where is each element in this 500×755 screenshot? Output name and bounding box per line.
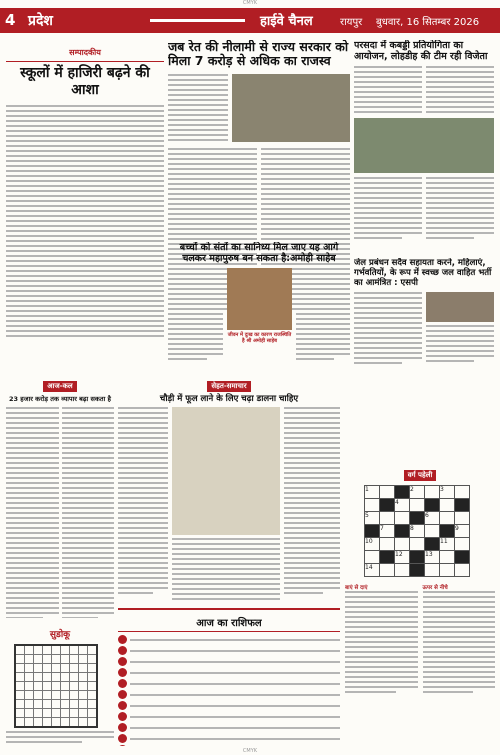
page-header <box>0 8 500 33</box>
editorial-body <box>6 105 164 340</box>
jail-story <box>354 258 494 370</box>
trade-label: आज-कल <box>43 381 76 392</box>
crossword-grid: 1 2 3 4 5 6 7 8 9 10 11 12 13 14 <box>364 485 476 577</box>
edition-date: बुधवार, 16 सितम्बर 2026 <box>376 17 480 28</box>
sudoku-grid <box>14 644 106 728</box>
kabaddi-headline: परसदा में कबड्डी प्रतियोगिता का आयोजन, लोहडीह की टीम रही विजेता <box>354 40 488 62</box>
section-name: प्रदेश <box>28 13 53 29</box>
crossword-title: वर्ग पहेली <box>404 470 437 481</box>
newspaper-brand: हाईवे चैनल <box>260 14 313 29</box>
zodiac-icon <box>118 679 127 688</box>
crossword-across-label: बाएं से दाएं <box>345 585 368 591</box>
zodiac-icon <box>118 723 127 732</box>
trade-column <box>6 373 114 618</box>
health-label: सेहत-समाचार <box>207 381 250 392</box>
editorial-headline: स्कूलों में हाजिरी बढ़ने की आशा <box>20 65 150 98</box>
editorial-label: सम्पादकीय <box>69 48 101 57</box>
kabaddi-photo <box>354 118 494 173</box>
zodiac-icon <box>118 690 127 699</box>
zodiac-icon <box>118 657 127 666</box>
lead-body-left <box>168 74 228 144</box>
header-divider <box>150 19 245 22</box>
zodiac-icon <box>118 668 127 677</box>
lead-photo-excavator <box>232 74 350 142</box>
page-number: 4 <box>5 11 16 29</box>
editorial-column <box>6 40 164 340</box>
zodiac-icon <box>118 635 127 644</box>
sudoku-title: सुडोकू <box>49 630 71 640</box>
health-headline: चौड़ी में फूल लाने के लिए चढ़ा डालना चाहिए <box>159 394 299 404</box>
zodiac-icon <box>118 712 127 721</box>
health-column <box>118 373 340 603</box>
sudoku-box <box>6 622 114 744</box>
saint-photo <box>227 268 292 330</box>
jail-headline: जेल प्रबंधन सदैव सहायता करने, महिलाएं, गर्भवतियों, के रूप में स्वच्छ जल वाहित भर्ती का आमंत्रित : एसपी <box>354 258 492 288</box>
color-marks-bottom: CMYK <box>242 748 258 754</box>
zodiac-icon <box>118 701 127 710</box>
edition-city: रायपुर <box>340 17 363 28</box>
saint-headline: बच्चों को संतों का सानिध्य मिल जाए यह आगे चलकर महापुरुष बन सकता है:अमोही साहेब <box>179 242 339 264</box>
kabaddi-story <box>354 40 494 255</box>
zodiac-icon <box>118 646 127 655</box>
rashifal-box <box>118 608 340 746</box>
zodiac-icon <box>118 745 127 746</box>
saint-photo-caption: जीवन में दुःख का कारण राजस्थिति है श्री अमोही साहेब <box>227 332 292 344</box>
saint-story <box>168 242 350 370</box>
color-marks-top: CMYK <box>242 0 258 6</box>
jail-photo <box>426 292 494 322</box>
crossword-box <box>345 462 495 747</box>
rashifal-title: आज का राशिफल <box>196 618 262 629</box>
crossword-down-label: ऊपर से नीचे <box>422 585 448 591</box>
health-photo-rice <box>172 407 280 535</box>
lead-headline: जब रेत की नीलामी से राज्य सरकार को मिला 7 करोड़ से अधिक का राजस्व <box>168 40 349 68</box>
zodiac-icon <box>118 734 127 743</box>
trade-headline: 23 हजार करोड़ तक व्यापार बढ़ा सकता है <box>8 395 111 403</box>
